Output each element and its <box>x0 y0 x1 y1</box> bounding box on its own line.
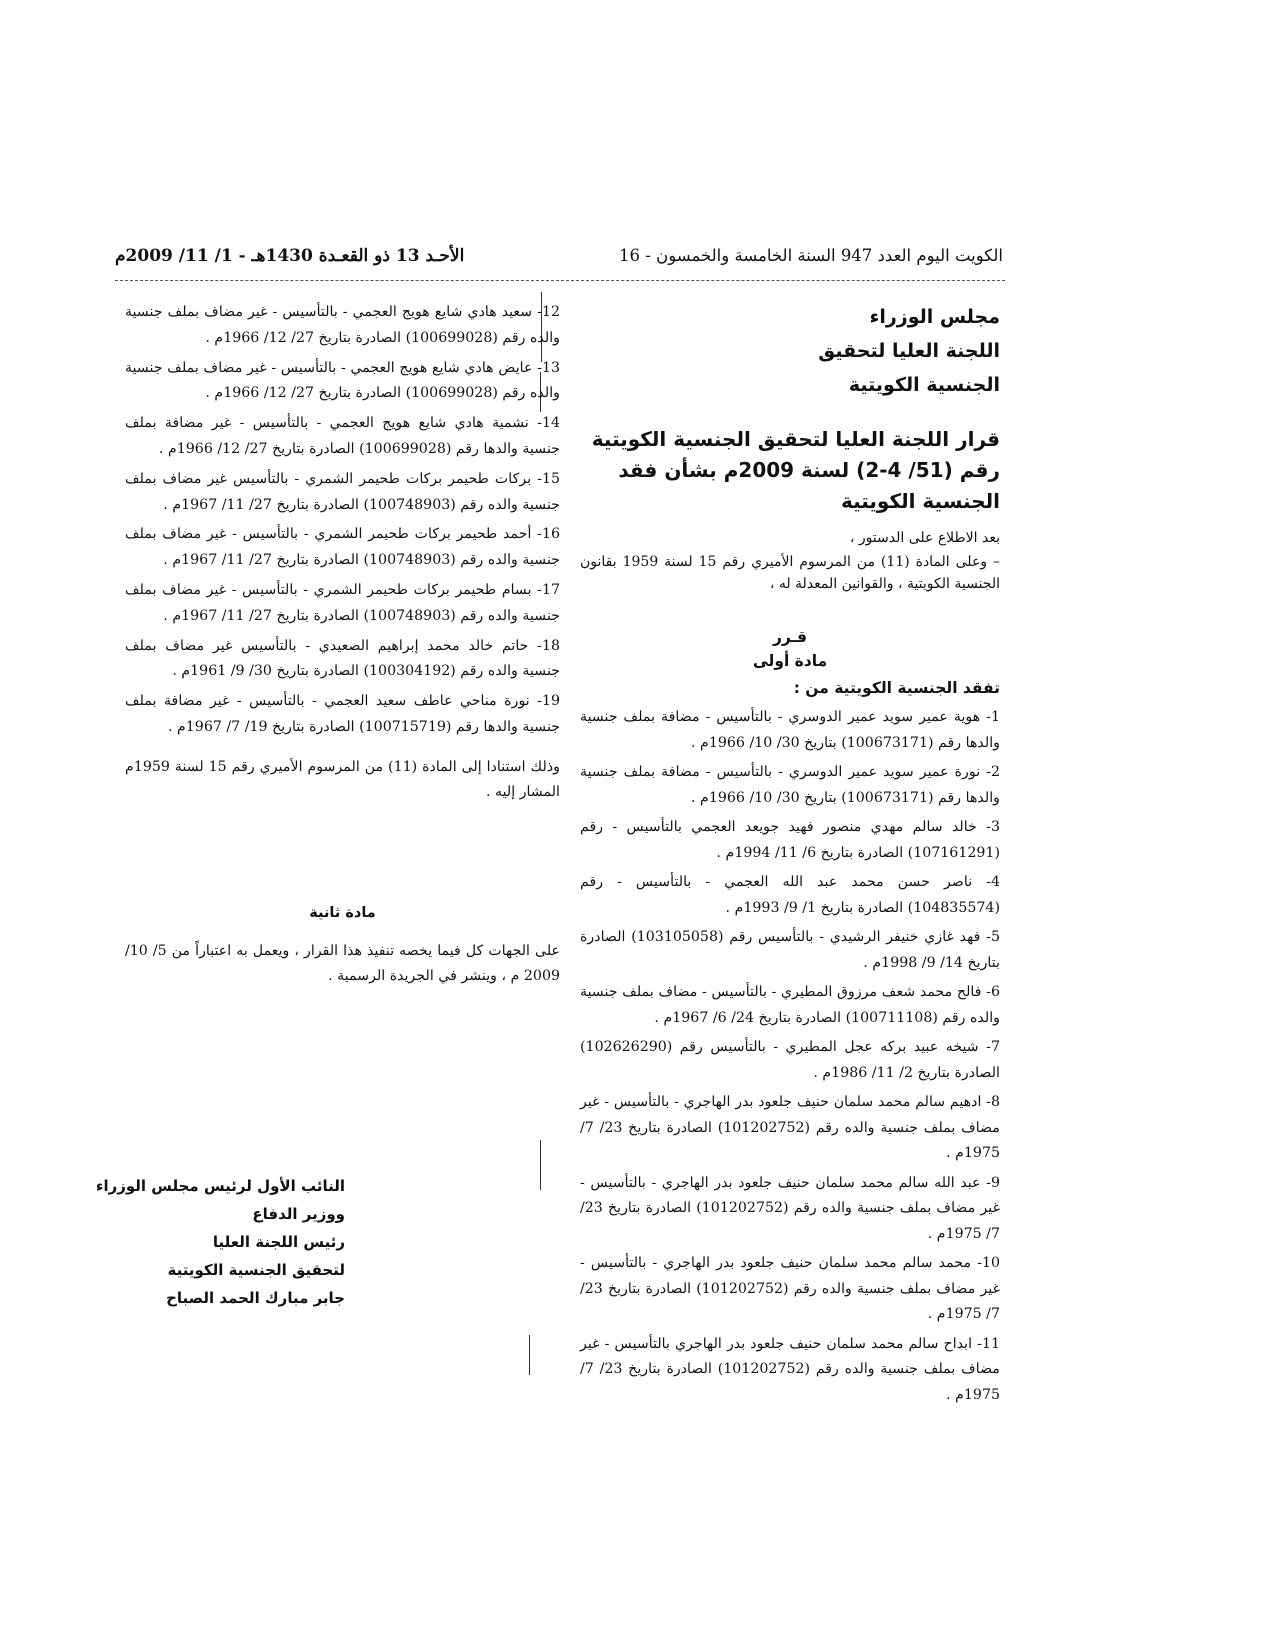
column-divider <box>529 1335 530 1375</box>
list-item: 4- ناصر حسن محمد عبد الله العجمي - بالتأسيس - رقم (104835574) الصادرة بتاريخ 1/ 9/ 1993م . <box>580 874 1000 916</box>
right-column <box>580 300 1000 1412</box>
list-item: 7- شيخه عبيد بركه عجل المطيري - بالتأسيس رقم (102626290) الصادرة بتاريخ 2/ 11/ 1986م . <box>580 1039 1000 1081</box>
preamble-line: – وعلى المادة (11) من المرسوم الأميري رقم 15 لسنة 1959 بقانون الجنسية الكويتية ، والقوانين المعدلة له ، <box>580 554 1000 592</box>
legal-basis-paragraph: وذلك استنادا إلى المادة (11) من المرسوم الأميري رقم 15 لسنة 1959م المشار إليه . <box>125 758 560 800</box>
lose-nationality-intro: تفقد الجنسية الكويتية من : <box>793 679 1000 697</box>
article-2-title: مادة ثانية <box>309 904 376 921</box>
list-item: 12- سعيد هادي شايع هويج العجمي - بالتأسيس - غير مضاف بملف جنسية والده رقم (100699028) الصادرة بتاريخ 27/ 12/ 1966م . <box>125 304 560 346</box>
list-item: 9- عبد الله سالم محمد سلمان حنيف جلعود بدر الهاجري - بالتأسيس - غير مضاف بملف جنسية والده رقم (101202752) الصادرة بتاريخ 23/ 7/ 1975م . <box>580 1174 1000 1242</box>
preamble-line: بعد الاطلاع على الدستور ، <box>849 530 1000 546</box>
list-item: 8- ادهيم سالم محمد سلمان حنيف جلعود بدر الهاجري - بالتأسيس - غير مضاف بملف جنسية والده رقم (101202752) الصادرة بتاريخ 23/ 7/ 1975م . <box>580 1094 1001 1161</box>
list-item: 16- أحمد طحيمر بركات طحيمر الشمري - بالتأسيس - غير مضاف بملف جنسية والده رقم (100748903) الصادرة بتاريخ 27/ 11/ 1967م . <box>125 526 560 569</box>
article-2-text: على الجهات كل فيما يخصه تنفيذ هذا القرار ، ويعمل به اعتباراً من 5/ 10/ 2009 م ، وينشر في الجريدة الرسمية . <box>125 942 560 984</box>
org-line: مجلس الوزراء <box>869 306 1000 328</box>
list-item: 13- عايض هادي شايع هويج العجمي - بالتأسيس - غير مضاف بملف جنسية والده رقم (100699028) الصادرة بتاريخ 27/ 12/ 1966م . <box>125 359 560 402</box>
list-item: 11- ابداح سالم محمد سلمان حنيف جلعود بدر الهاجري بالتأسيس - غير مضاف بملف جنسية والده رقم (101202752) الصادرة بتاريخ 23/ 7/ 1975م . <box>580 1335 1001 1403</box>
revocation-list-left <box>125 300 560 741</box>
issuing-authority <box>580 300 1000 402</box>
signatory-title: النائب الأول لرئيس مجلس الوزراء <box>95 1177 345 1195</box>
signatory-title: ووزير الدفاع <box>252 1205 345 1223</box>
list-item: 5- فهد غازي خنيفر الرشيدي - بالتأسيس رقم (103105058) الصادرة بتاريخ 14/ 9/ 1998م . <box>580 929 1000 971</box>
signatory-title: رئيس اللجنة العليا <box>212 1233 345 1251</box>
signatory-name: جابر مبارك الحمد الصباح <box>166 1289 345 1307</box>
org-line: الجنسية الكويتية <box>848 374 1000 396</box>
decided-heading: قـرر <box>772 628 807 646</box>
list-item: 10- محمد سالم محمد سلمان حنيف جلعود بدر الهاجري - بالتأسيس - غير مضاف بملف جنسية والده رقم (101202752) الصادرة بتاريخ 23/ 7/ 1975م . <box>580 1255 1000 1322</box>
org-line: اللجنة العليا لتحقيق <box>818 340 1000 362</box>
signature-block <box>95 1172 345 1312</box>
signatory-title: لتحقيق الجنسية الكويتية <box>167 1261 345 1279</box>
left-column <box>125 300 560 1003</box>
article-1-title: مادة أولى <box>752 652 828 670</box>
header-date: الأحـد 13 ذو القعـدة 1430هـ - 1/ 11/ 2009م <box>115 246 465 266</box>
list-item: 19- نورة مناحي عاطف سعيد العجمي - بالتأسيس - غير مضافة بملف جنسية والدها رقم (100715719) الصادرة بتاريخ 19/ 7/ 1967م . <box>125 693 560 735</box>
list-item: 3- خالد سالم مهدي منصور فهيد جويعد العجمي بالتأسيس - رقم (107161291) الصادرة بتاريخ 6/ 11/ 1994م . <box>580 819 1000 861</box>
column-divider <box>540 1140 541 1190</box>
header-rule <box>115 280 1005 281</box>
decision-title: قرار اللجنة العليا لتحقيق الجنسية الكويتية رقم (51/ 4-2) لسنة 2009م بشأن فقد الجنسية الكويتية <box>591 427 1000 513</box>
list-item: 14- نشمية هادي شايع هويج العجمي - بالتأسيس - غير مضافة بملف جنسية والدها رقم (100699028) الصادرة بتاريخ 27/ 12/ 1966م . <box>125 415 560 457</box>
preamble <box>580 527 1000 595</box>
list-item: 15- بركات طحيمر بركات طحيمر الشمري - بالتأسيس غير مضاف بملف جنسية والده رقم (100748903) الصادرة بتاريخ 27/ 11/ 1967م . <box>125 470 560 513</box>
list-item: 17- بسام طحيمر بركات طحيمر الشمري - بالتأسيس - غير مضاف بملف جنسية والده رقم (100748903) الصادرة بتاريخ 27/ 11/ 1967م . <box>125 581 560 624</box>
list-item: 18- حاتم خالد محمد إبراهيم الصعيدي - بالتأسيس غير مضاف بملف جنسية والده رقم (100304192) الصادرة بتاريخ 30/ 9/ 1961م . <box>125 637 560 680</box>
list-item: 2- نورة عمير سويد عمير الدوسري - بالتأسيس - مضافة بملف جنسية والدها رقم (100673171) بتاريخ 30/ 10/ 1966م . <box>580 764 1000 806</box>
list-item: 1- هوية عمير سويد عمير الدوسري - بالتأسيس - مضافة بملف جنسية والدها رقم (100673171) بتاريخ 30/ 10/ 1966م . <box>580 709 1000 751</box>
list-item: 6- فالح محمد شعف مرزوق المطيري - بالتأسيس - مضاف بملف جنسية والده رقم (100711108) الصادرة بتاريخ 24/ 6/ 1967م . <box>580 984 1000 1026</box>
revocation-list-right <box>580 705 1000 1408</box>
header-issue-info: الكويت اليوم العدد 947 السنة الخامسة والخمسون - 16 <box>619 246 1003 265</box>
